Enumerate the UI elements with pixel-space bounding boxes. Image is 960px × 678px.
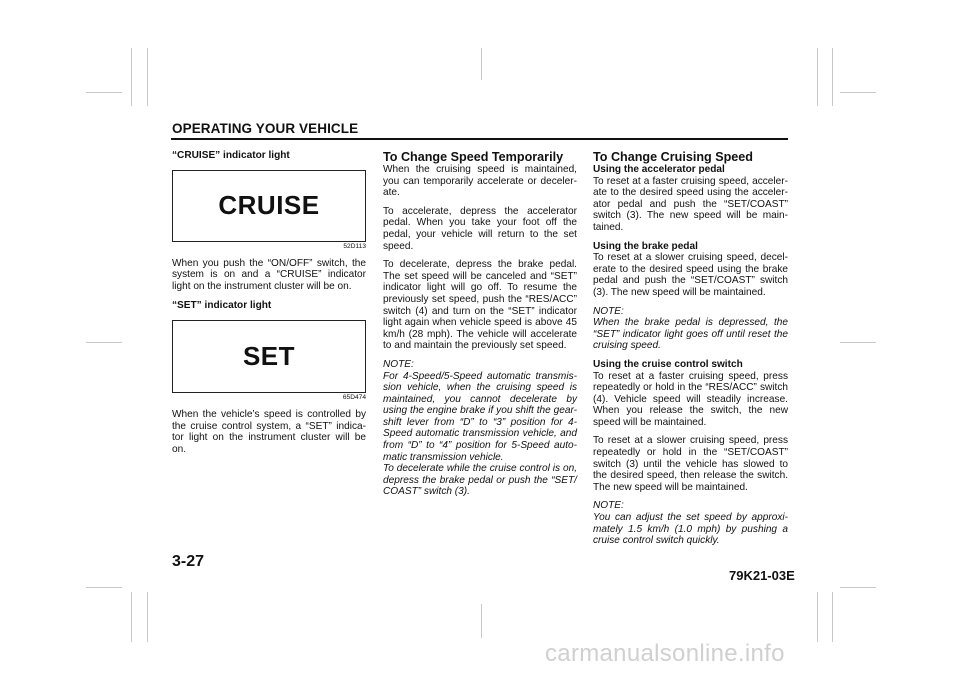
page-number: 3-27 xyxy=(172,553,205,570)
cruise-figure-code: 52D113 xyxy=(343,242,366,250)
column-3 xyxy=(593,150,788,547)
temporarily-note xyxy=(383,359,577,498)
section-title: OPERATING YOUR VEHICLE xyxy=(172,121,359,136)
column-1 xyxy=(172,150,366,462)
cruise-switch-paragraph-2: To reset at a slower cruising speed, press repeatedly or hold in the “SET/COAST” switch (3) until the vehicle has slowed to the desired speed, then release the switch. The new speed will be maintained. xyxy=(593,435,788,493)
note-text: For 4-Speed/5-Speed automatic transmis-sion vehicle, when the cruising speed is maintained, you cannot decelerate by using the engine brake if you shift the gear-shift lever from “D” to “3” position for 4-Speed automatic transmission vehicle, and from “D” to “4” position for 5-Speed auto-matic transmission vehicle. xyxy=(383,370,577,463)
cruise-indicator-label: CRUISE xyxy=(218,189,320,220)
note-text: You can adjust the set speed by approxi-mately 1.5 km/h (1.0 mph) by pushing a cruise control switch quickly. xyxy=(593,512,788,547)
change-cruising-speed-heading: To Change Cruising Speed xyxy=(593,150,753,164)
adjust-note xyxy=(593,500,788,546)
column-2 xyxy=(383,150,577,498)
set-figure-code: 65D474 xyxy=(342,393,366,401)
cruise-switch-paragraph-1: To reset at a faster cruising speed, press repeatedly or hold in the “RES/ACC” switch (4). Vehicle speed will steadily increase. When you release the switch, the new speed will be maintained. xyxy=(593,370,788,428)
accelerator-pedal-subheading: Using the accelerator pedal xyxy=(593,164,725,175)
watermark: carmanualsonline.info xyxy=(545,640,785,667)
note-text: When the brake pedal is depressed, the “SET” indicator light goes off until reset the cruising speed. xyxy=(593,317,788,352)
temporarily-paragraph-2: To accelerate, depress the accelerator pedal. When you take your foot off the pedal, your vehicle will return to the set speed. xyxy=(383,205,577,252)
brake-pedal-subheading: Using the brake pedal xyxy=(593,240,698,252)
brake-note xyxy=(593,306,788,352)
set-indicator-illustration xyxy=(172,320,366,393)
cruise-indicator-illustration xyxy=(172,170,366,242)
temporarily-paragraph-1: When the cruising speed is maintained, you can temporarily accelerate or deceler-ate. xyxy=(383,164,577,199)
change-speed-temporarily-heading: To Change Speed Temporarily xyxy=(383,150,564,164)
temporarily-paragraph-3: To decelerate, depress the brake pedal. The set speed will be canceled and “SET” indicator light will go off. To resume the previously set speed, push the “RES/ACC” switch (4) and turn on the “SET” indicator light again when vehicle speed is above 45 km/h (28 mph). The vehicle will accelerate to and maintain the previously set speed. xyxy=(383,259,577,352)
note-text-2: To decelerate while the cruise control is on, depress the brake pedal or push the “SET/ COAST” switch (3). xyxy=(383,463,577,498)
cruise-indicator-paragraph: When you push the “ON/OFF” switch, the system is on and a “CRUISE” indicator light on the instrument cluster will be on. xyxy=(172,257,366,292)
note-label: NOTE: xyxy=(383,358,414,370)
header-rule xyxy=(171,138,788,140)
set-indicator-heading: “SET” indicator light xyxy=(172,300,272,312)
set-indicator-paragraph: When the vehicle’s speed is controlled by the cruise control system, a “SET” indica-tor light on the instrument cluster will be on. xyxy=(172,408,366,455)
document-id: 79K21-03E xyxy=(729,568,795,583)
note-label: NOTE: xyxy=(593,305,624,317)
note-label: NOTE: xyxy=(593,500,624,512)
accelerator-pedal-paragraph: To reset at a faster cruising speed, acceler-ate to the desired speed using the acceler-ator pedal and push the “SET/COAST” switch (3). The new speed will be main-tained. xyxy=(593,175,788,233)
brake-pedal-paragraph: To reset at a slower cruising speed, decel-erate to the desired speed using the brake pedal and push the “SET/COAST” switch (3). The new speed will be maintained. xyxy=(593,252,788,298)
cruise-switch-subheading: Using the cruise control switch xyxy=(593,358,743,370)
cruise-indicator-heading: “CRUISE” indicator light xyxy=(172,150,290,161)
set-indicator-label: SET xyxy=(242,340,296,371)
